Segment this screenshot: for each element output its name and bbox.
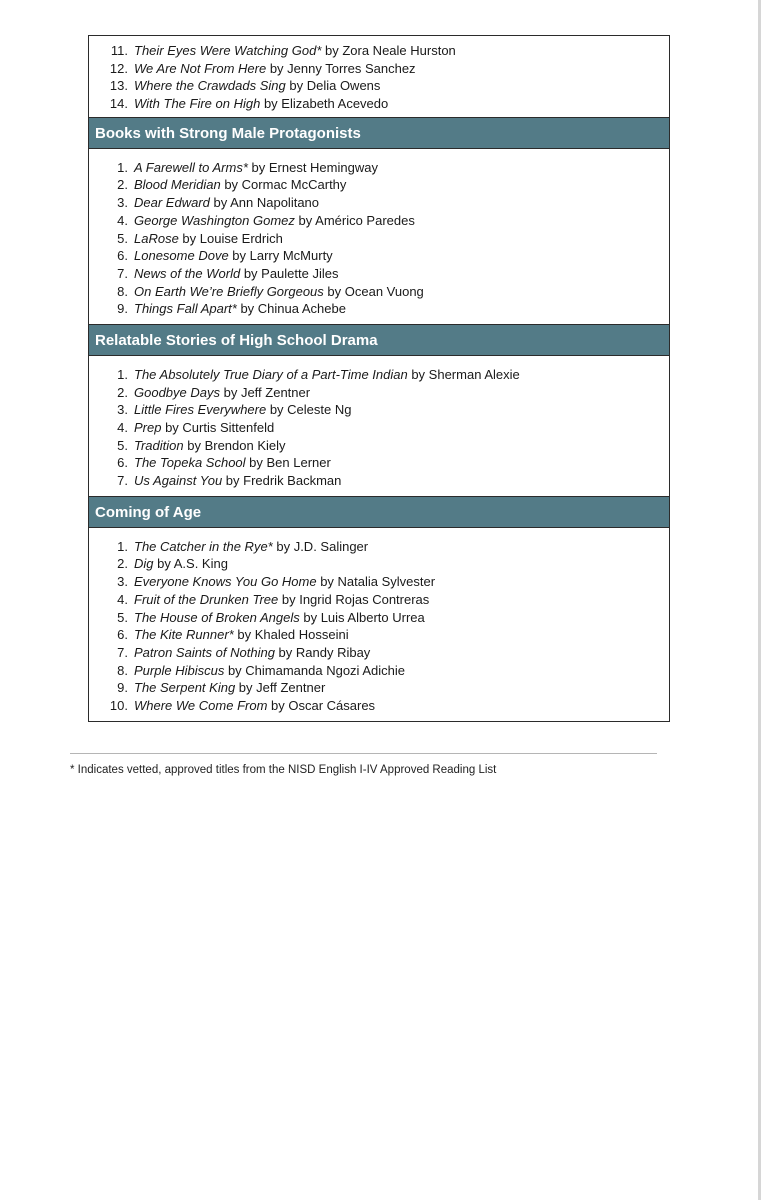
section-heading: Books with Strong Male Protagonists [89, 117, 669, 149]
book-title: Little Fires Everywhere [134, 402, 267, 418]
book-author: by Zora Neale Hurston [321, 43, 456, 58]
list-item [89, 265, 669, 283]
book-author: by A.S. King [153, 556, 228, 572]
list-item-number: 5. [117, 609, 128, 625]
list-item [89, 555, 669, 573]
book-author: by Sherman Alexie [407, 366, 520, 382]
list-item-number: 11. [110, 43, 128, 58]
book-title: Everyone Knows You Go Home [134, 574, 317, 590]
footnote-divider [70, 753, 657, 754]
book-title: The Absolutely True Diary of a Part-Time Indian [134, 366, 408, 382]
book-author: by Curtis Sittenfeld [161, 420, 275, 435]
book-title: Fruit of the Drunken Tree [134, 591, 279, 607]
book-title: Dear Edward [134, 195, 210, 211]
book-title: The House of Broken Angels [134, 609, 300, 625]
section-heading: Relatable Stories of High School Drama [89, 324, 669, 356]
book-author: by Américo Paredes [294, 212, 415, 228]
book-author: by Elizabeth Acevedo [260, 96, 389, 112]
list-item-number: 7. [117, 265, 128, 281]
book-author: by Ann Napolitano [209, 195, 320, 211]
book-author: by Luis Alberto Urrea [299, 609, 425, 625]
book-author: by Jenny Torres Sanchez [266, 60, 416, 76]
list-item-number: 1. [117, 159, 128, 175]
list-item-number: 9. [117, 301, 128, 317]
list-item [89, 212, 669, 230]
book-author: by Ben Lerner [245, 455, 331, 471]
list-item-number: 2. [117, 384, 128, 400]
list-item-number: 9. [117, 680, 128, 696]
list-item [89, 662, 669, 680]
list-item [89, 42, 669, 60]
list-item-number: 8. [117, 283, 128, 299]
list-item [89, 697, 669, 715]
book-author: by Fredrik Backman [222, 473, 342, 489]
book-author: by Jeff Zentner [220, 384, 311, 400]
list-item-number: 6. [117, 248, 128, 264]
list-item-number: 8. [117, 662, 128, 678]
list-item-number: 5. [117, 230, 128, 246]
book-title: Purple Hibiscus [134, 662, 225, 678]
list-item [89, 454, 669, 472]
list-item [89, 230, 669, 248]
list-item-number: 3. [117, 195, 128, 211]
book-title: Where the Crawdads Sing [134, 78, 286, 94]
book-author: by Chinua Achebe [236, 301, 346, 317]
list-item-number: 7. [117, 473, 128, 489]
book-title: Patron Saints of Nothing [134, 644, 275, 660]
list-item [89, 77, 669, 95]
list-item [89, 538, 669, 556]
footnote: * Indicates vetted, approved titles from the NISD English I-IV Approved Reading List [70, 764, 497, 776]
list-item [89, 401, 669, 419]
list-item-number: 14. [109, 96, 128, 112]
book-title: Their Eyes Were Watching God* [134, 43, 322, 58]
book-title: Blood Meridian [134, 177, 221, 193]
list-item-number: 12. [109, 60, 128, 76]
book-author: by Randy Ribay [274, 644, 371, 660]
list-item [89, 283, 669, 301]
book-author: by Brendon Kiely [183, 437, 286, 453]
book-author: by Larry McMurty [228, 248, 333, 264]
list-item [89, 247, 669, 265]
book-author: by Delia Owens [285, 78, 381, 94]
book-title: News of the World [134, 265, 241, 281]
list-item-number: 3. [117, 574, 128, 590]
list-item [89, 679, 669, 697]
book-author: by J.D. Salinger [272, 538, 369, 554]
list-item [89, 626, 669, 644]
book-title: The Topeka School [134, 455, 246, 471]
book-author: by Oscar Cásares [267, 697, 376, 713]
book-title: Where We Come From [134, 697, 268, 713]
list-item-number: 6. [117, 455, 128, 471]
section-heading: Coming of Age [89, 496, 669, 528]
list-item-number: 2. [117, 177, 128, 193]
list-item [89, 95, 669, 113]
book-title: With The Fire on High [134, 96, 261, 112]
list-item [89, 60, 669, 78]
list-item-number: 2. [117, 556, 128, 572]
book-title: Tradition [134, 437, 184, 453]
list-item [89, 176, 669, 194]
list-item-number: 4. [117, 212, 128, 228]
book-author: by Natalia Sylvester [316, 574, 436, 590]
list-item [89, 300, 669, 318]
list-item-number: 4. [117, 420, 128, 435]
list-item-number: 10. [109, 697, 128, 713]
book-title: The Serpent King [134, 680, 236, 696]
book-author: by Ernest Hemingway [247, 159, 378, 175]
section-coming-of-age-list [89, 528, 669, 721]
book-title: Things Fall Apart* [134, 301, 237, 317]
list-item [89, 384, 669, 402]
book-author: by Cormac McCarthy [220, 177, 347, 193]
list-item [89, 194, 669, 212]
list-item [89, 573, 669, 591]
book-author: by Jeff Zentner [235, 680, 326, 696]
book-author: by Chimamanda Ngozi Adichie [224, 662, 405, 678]
list-item-number: 6. [117, 627, 128, 643]
list-item [89, 472, 669, 490]
book-author: by Louise Erdrich [178, 230, 283, 246]
book-title: The Catcher in the Rye* [134, 538, 273, 554]
list-item-number: 3. [117, 402, 128, 418]
list-item [89, 644, 669, 662]
book-author: by Ocean Vuong [323, 283, 424, 299]
book-title: Dig [134, 556, 154, 572]
book-author: by Ingrid Rojas Contreras [278, 591, 430, 607]
list-item [89, 419, 669, 437]
list-item [89, 609, 669, 627]
book-title: The Kite Runner* [134, 627, 234, 643]
section-high-school-drama-list [89, 356, 669, 496]
book-title: Goodbye Days [134, 384, 220, 400]
list-item-number: 1. [117, 538, 128, 554]
list-item [89, 366, 669, 384]
book-title: Lonesome Dove [134, 248, 229, 264]
book-title: LaRose [134, 230, 179, 246]
book-author: by Celeste Ng [266, 402, 352, 418]
list-item-number: 1. [117, 366, 128, 382]
list-item-number: 7. [117, 644, 128, 660]
book-title: George Washington Gomez [134, 212, 295, 228]
section-male-protagonists-list [89, 149, 669, 324]
book-title: We Are Not From Here [134, 60, 267, 76]
book-title: A Farewell to Arms* [134, 159, 248, 175]
list-item [89, 591, 669, 609]
list-item-number: 5. [117, 437, 128, 453]
list-item-number: 13. [109, 78, 128, 94]
list-item [89, 159, 669, 177]
book-title: Prep [134, 420, 162, 435]
book-title: On Earth We’re Briefly Gorgeous [134, 283, 324, 299]
section-continued-list [89, 36, 669, 117]
list-item-number: 4. [117, 591, 128, 607]
book-author: by Paulette Jiles [240, 265, 339, 281]
book-title: Us Against You [134, 473, 223, 489]
book-author: by Khaled Hosseini [233, 627, 349, 643]
reading-list-table [88, 35, 670, 722]
list-item [89, 437, 669, 455]
